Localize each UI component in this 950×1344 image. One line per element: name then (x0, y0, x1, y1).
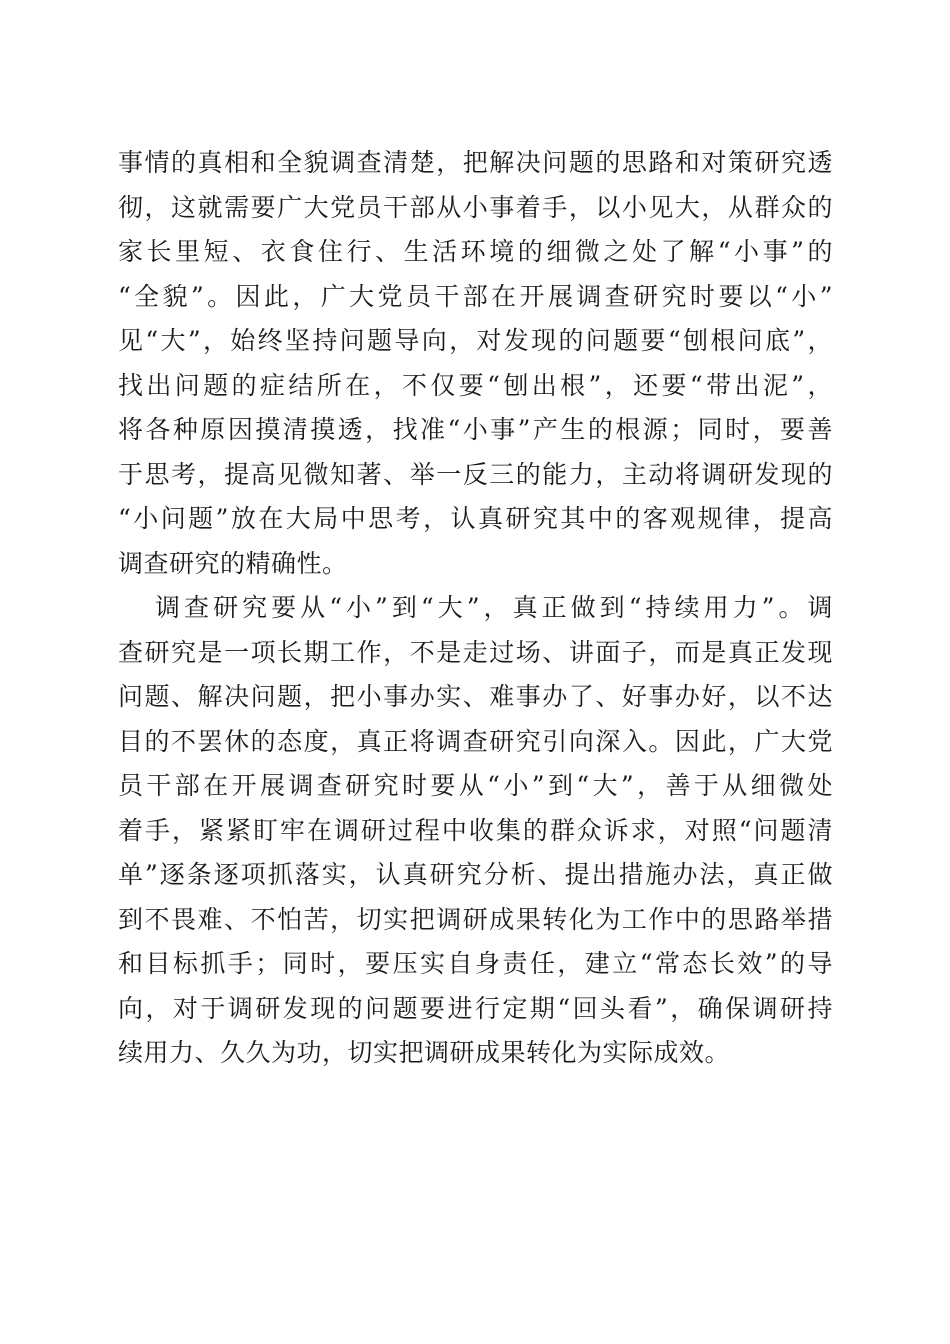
paragraph-line: 查研究是一项长期工作，不是走过场、讲面子，而是真正发现 (118, 637, 833, 667)
paragraph-line: 调查研究的精确性。 (118, 548, 348, 578)
paragraph-line: 续用力、久久为功，切实把调研成果转化为实际成效。 (118, 1038, 731, 1067)
paragraph-1 (118, 141, 833, 586)
paragraph-line: 向，对于调研发现的问题要进行定期“回头看”，确保调研持 (118, 993, 833, 1023)
paragraph-line: 家长里短、衣食住行、生活环境的细微之处了解“小事”的 (118, 237, 833, 266)
paragraph-line: 和目标抓手；同时，要压实自身责任，建立“常态长效”的导 (118, 949, 833, 978)
paragraph-line: 见“大”，始终坚持问题导向，对发现的问题要“刨根问底”， (118, 326, 833, 355)
paragraph-line: 彻，这就需要广大党员干部从小事着手，以小见大，从群众的 (118, 192, 833, 222)
paragraph-line: 调查研究要从“小”到“大”，真正做到“持续用力”。调 (155, 593, 833, 622)
paragraph-line: 着手，紧紧盯牢在调研过程中收集的群众诉求，对照“问题清 (118, 815, 833, 845)
paragraph-line: 目的不罢休的态度，真正将调查研究引向深入。因此，广大党 (118, 726, 833, 756)
paragraph-line: 找出问题的症结所在，不仅要“刨出根”，还要“带出泥”， (118, 370, 833, 400)
document-body (118, 141, 833, 1076)
paragraph-line: 单”逐条逐项抓落实，认真研究分析、提出措施办法，真正做 (118, 860, 833, 889)
paragraph-line: 事情的真相和全貌调查清楚，把解决问题的思路和对策研究透 (118, 148, 833, 177)
paragraph-line: “全貌”。因此，广大党员干部在开展调查研究时要以“小” (118, 281, 833, 311)
paragraph-line: 将各种原因摸清摸透，找准“小事”产生的根源；同时，要善 (118, 415, 833, 444)
paragraph-line: 于思考，提高见微知著、举一反三的能力，主动将调研发现的 (118, 459, 833, 489)
paragraph-line: “小问题”放在大局中思考，认真研究其中的客观规律，提高 (118, 504, 833, 533)
paragraph-line: 到不畏难、不怕苦，切实把调研成果转化为工作中的思路举措 (118, 904, 833, 934)
paragraph-line: 问题、解决问题，把小事办实、难事办了、好事办好，以不达 (118, 682, 833, 711)
paragraph-line: 员干部在开展调查研究时要从“小”到“大”，善于从细微处 (118, 771, 833, 800)
paragraph-2 (118, 586, 833, 1076)
